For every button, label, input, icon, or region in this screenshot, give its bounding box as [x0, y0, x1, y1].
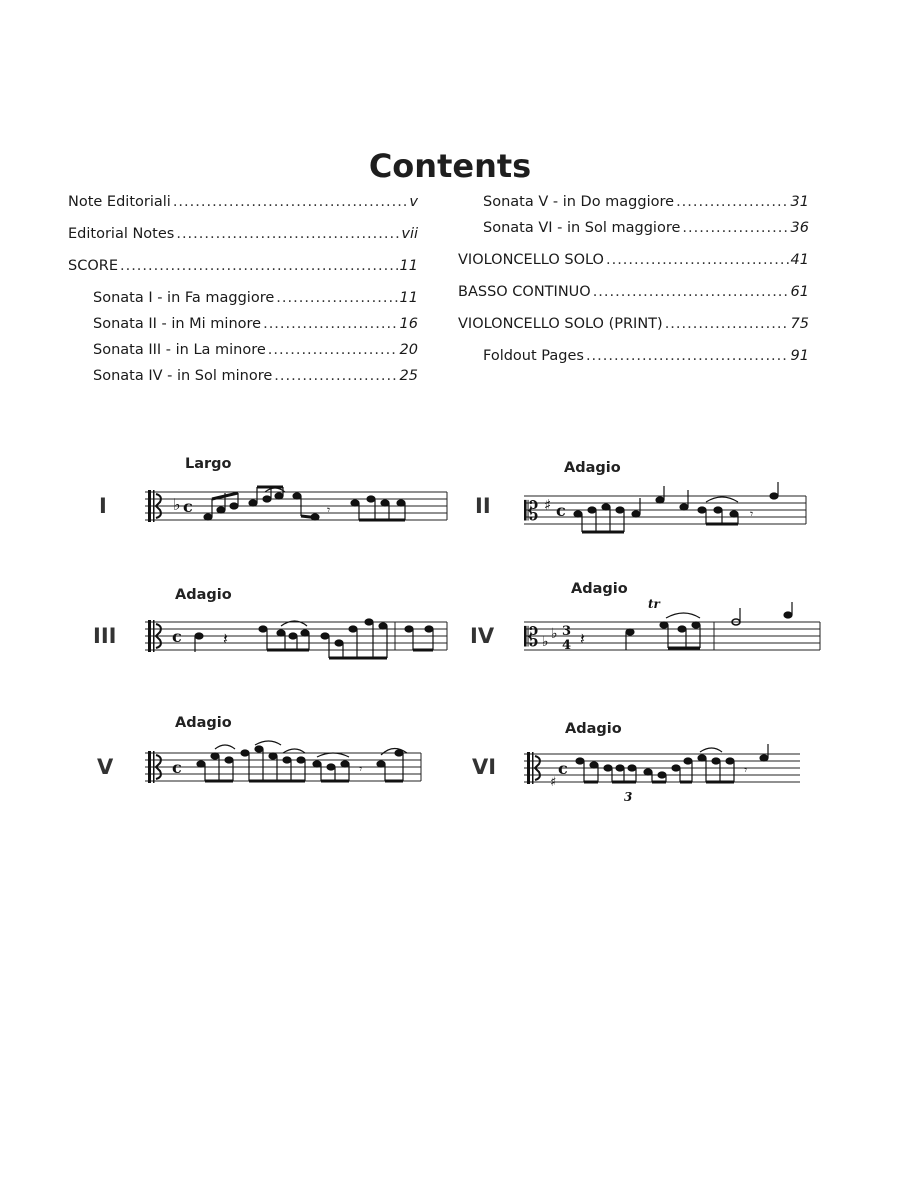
svg-text:𝄽: 𝄽: [580, 629, 585, 648]
time-signature-top: 3: [562, 624, 572, 639]
tempo-marking: Adagio: [175, 587, 232, 603]
common-time-icon: c: [172, 758, 182, 777]
toc-entry-page: 31: [790, 194, 809, 210]
page-title: Contents: [368, 147, 532, 186]
music-staff-4: [524, 597, 824, 662]
toc-entry-page: 91: [790, 348, 809, 364]
leader-dots: [665, 311, 789, 337]
toc-subentry[interactable]: [458, 189, 809, 215]
leader-dots: [593, 279, 789, 305]
toc-subentry[interactable]: [458, 343, 809, 369]
time-signature-bottom: 4: [562, 638, 572, 653]
sharp-icon: ♯: [550, 775, 557, 790]
toc-entry-page: 25: [399, 368, 418, 384]
toc-entry[interactable]: [68, 189, 418, 215]
toc-subentry[interactable]: [68, 285, 418, 311]
toc-entry-page: vii: [401, 226, 418, 242]
leader-dots: [606, 247, 789, 273]
sharp-icon: ♯: [544, 496, 552, 514]
leader-dots: [120, 253, 398, 279]
tempo-marking: Adagio: [175, 715, 232, 731]
leader-dots: [676, 189, 788, 215]
incipit-numeral: III: [93, 624, 117, 648]
toc-entry[interactable]: [68, 253, 418, 279]
toc-entry-page: v: [409, 194, 418, 210]
notes-group: [195, 619, 433, 658]
incipit-numeral: I: [99, 494, 107, 518]
toc-entry-label: VIOLONCELLO SOLO: [458, 252, 604, 268]
c-clef-icon: 𝄡: [524, 497, 539, 527]
c-clef-icon: 𝄡: [524, 623, 539, 653]
music-staff-3: [145, 620, 450, 664]
tempo-marking: Adagio: [571, 581, 628, 597]
flat-icon: ♭: [173, 495, 181, 514]
leader-dots: [268, 337, 398, 363]
notes-group: [576, 744, 768, 782]
toc-entry-label: VIOLONCELLO SOLO (PRINT): [458, 316, 663, 332]
toc-entry-page: 61: [790, 284, 809, 300]
tempo-marking: Adagio: [564, 460, 621, 476]
music-staff-2: [524, 494, 809, 538]
leader-dots: [274, 363, 397, 389]
toc-subentry[interactable]: [68, 363, 418, 389]
tuplet-number: 3: [624, 790, 633, 804]
toc-right-column: [458, 189, 809, 369]
music-staff-6: [524, 752, 804, 802]
toc-entry-page: 41: [790, 252, 809, 268]
toc-subentry[interactable]: [458, 215, 809, 241]
trill-mark: tr: [648, 597, 660, 611]
toc-entry-page: 16: [399, 316, 418, 332]
toc-entry-page: 11: [399, 258, 418, 274]
svg-text:𝄾: 𝄾: [750, 507, 754, 521]
toc-entry-label: Sonata I - in Fa maggiore: [93, 290, 275, 306]
music-staff-5: [145, 749, 450, 793]
toc-entry-label: SCORE: [68, 258, 118, 274]
svg-text:𝄽: 𝄽: [223, 629, 228, 648]
common-time-icon: c: [172, 627, 182, 646]
toc-entry-page: 75: [790, 316, 809, 332]
leader-dots: [176, 221, 399, 247]
toc-entry-label: Sonata VI - in Sol maggiore: [483, 220, 681, 236]
leader-dots: [586, 343, 789, 369]
toc-entry-page: 11: [399, 290, 418, 306]
toc-entry-label: Editorial Notes: [68, 226, 175, 242]
notes-group: [197, 741, 407, 781]
incipit-numeral: VI: [472, 755, 497, 779]
toc-entry-label: Sonata IV - in Sol minore: [93, 368, 273, 384]
toc-entry-label: Sonata V - in Do maggiore: [483, 194, 675, 210]
svg-text:𝄾: 𝄾: [744, 763, 748, 777]
toc-entry-page: 20: [399, 342, 418, 358]
toc-entry[interactable]: [68, 221, 418, 247]
leader-dots: [276, 285, 397, 311]
toc-entry-page: 36: [790, 220, 809, 236]
incipit-numeral: IV: [470, 624, 495, 648]
leader-dots: [173, 189, 408, 215]
common-time-icon: c: [556, 501, 566, 520]
common-time-icon: c: [558, 759, 568, 778]
toc-subentry[interactable]: [68, 311, 418, 337]
toc-entry-label: Foldout Pages: [483, 348, 584, 364]
leader-dots: [263, 311, 397, 337]
toc-entry[interactable]: [458, 247, 809, 273]
flat-icon: ♭: [551, 626, 558, 642]
toc-entry-label: Sonata II - in Mi minore: [93, 316, 262, 332]
toc-subentry[interactable]: [68, 337, 418, 363]
common-time-icon: c: [183, 497, 193, 516]
incipit-numeral: II: [475, 494, 491, 518]
toc-entry[interactable]: [458, 311, 809, 337]
toc-entry-label: BASSO CONTINUO: [458, 284, 591, 300]
tempo-marking: Adagio: [565, 721, 622, 737]
toc-entry-label: Sonata III - in La minore: [93, 342, 266, 358]
toc-entry-label: Note Editoriali: [68, 194, 171, 210]
incipit-numeral: V: [97, 755, 114, 779]
toc-left-column: [68, 189, 418, 389]
svg-text:𝄾: 𝄾: [359, 762, 363, 776]
tempo-marking: Largo: [185, 456, 232, 472]
music-staff-1: [145, 490, 450, 534]
leader-dots: [682, 215, 788, 241]
flat-icon: ♭: [542, 634, 549, 650]
toc-entry[interactable]: [458, 279, 809, 305]
svg-text:𝄾: 𝄾: [327, 503, 331, 517]
